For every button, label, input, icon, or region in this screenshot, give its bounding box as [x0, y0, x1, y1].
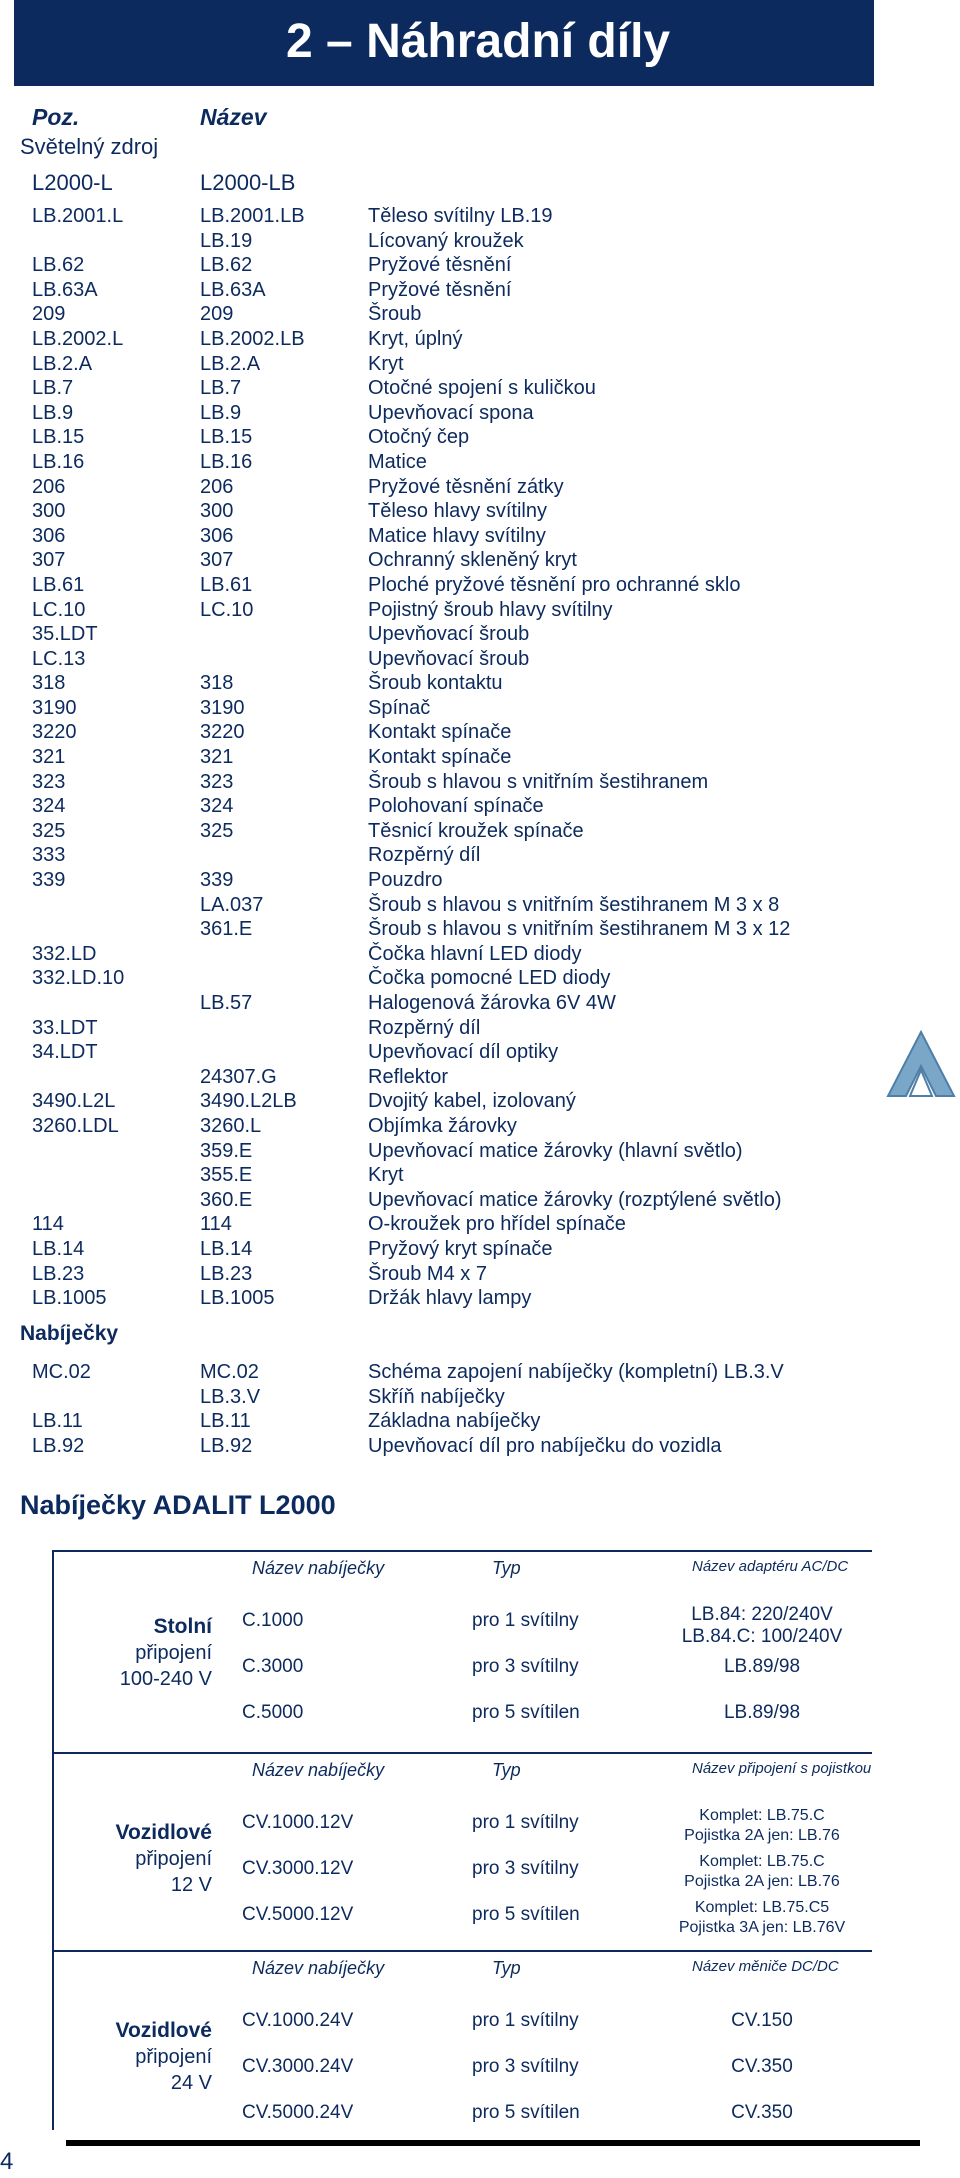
adapter-line: LB.89/98: [723, 1702, 801, 1723]
part-row: [0, 720, 960, 745]
charger-adapter: [662, 1898, 862, 1938]
part-position: LB.63A: [32, 278, 98, 301]
part-code: 323: [200, 770, 234, 793]
part-code: 360.E: [200, 1188, 253, 1211]
part-description: Rozpěrný díl: [368, 844, 481, 867]
part-row: [0, 1262, 960, 1287]
part-row: [0, 942, 960, 967]
part-code: LB.9: [200, 401, 242, 424]
part-row: [0, 1286, 960, 1311]
part-description: Pryžové těsnění: [368, 278, 512, 301]
part-position: 324: [32, 795, 66, 818]
group-type-label: Vozidlové: [115, 1821, 212, 1844]
part-description: Držák hlavy lampy: [368, 1287, 532, 1310]
part-description: Ochranný skleněný kryt: [368, 549, 577, 572]
col-header-name: Název nabíječky: [252, 1558, 385, 1578]
part-row: [0, 745, 960, 770]
part-position: 333: [32, 844, 66, 867]
part-position: LB.2.A: [32, 352, 93, 375]
charger-group: [52, 1550, 872, 1764]
part-code: LB.62: [200, 254, 253, 277]
adalit-heading: Nabíječky ADALIT L2000: [20, 1490, 336, 1520]
part-code: 325: [200, 819, 234, 842]
part-row: [0, 893, 960, 918]
part-row: [0, 917, 960, 942]
part-row: [0, 253, 960, 278]
part-description: Reflektor: [368, 1065, 449, 1088]
part-position: LB.2001.L: [32, 205, 124, 227]
part-position: 321: [32, 746, 66, 769]
column-head-poz: Poz.: [32, 104, 80, 130]
light-source-heading: Světelný zdroj: [20, 134, 159, 159]
part-position: 209: [32, 303, 66, 326]
part-code: 306: [200, 524, 234, 547]
part-code: MC.02: [200, 1361, 259, 1383]
part-row: [0, 991, 960, 1016]
part-code: 321: [200, 746, 234, 769]
part-row: [0, 1139, 960, 1164]
part-code: 361.E: [200, 918, 253, 941]
part-position: LB.11: [32, 1410, 83, 1433]
part-position: LB.2002.L: [32, 327, 124, 350]
part-position: 300: [32, 500, 66, 523]
part-position: LB.16: [32, 450, 85, 473]
footer-rule: [66, 2140, 920, 2146]
charger-type: pro 5 svítilen: [472, 2102, 580, 2123]
part-row: [0, 548, 960, 573]
part-row: [0, 819, 960, 844]
adapter-line: LB.84: 220/240V: [691, 1604, 833, 1625]
adapter-line: CV.350: [731, 2056, 793, 2077]
part-code: 318: [200, 672, 234, 695]
charger-type: pro 1 svítilny: [472, 2010, 579, 2031]
part-description: Upevňovací matice žárovky (hlavní světlo): [368, 1139, 743, 1162]
part-position: 332.LD: [32, 942, 97, 965]
part-row: [0, 843, 960, 868]
part-row: [0, 770, 960, 795]
part-position: 323: [32, 770, 66, 793]
part-description: Upevňovací díl pro nabíječku do vozidla: [368, 1434, 722, 1457]
part-description: Kontakt spínače: [368, 721, 512, 744]
part-description: Kryt, úplný: [368, 327, 463, 350]
group-connection-label: 24 V: [170, 2072, 212, 2094]
charger-row: [0, 1385, 960, 1410]
part-description: Polohovaní spínače: [368, 795, 544, 818]
part-description: Upevňovací šroub: [368, 623, 530, 646]
part-description: Matice hlavy svítilny: [368, 524, 546, 547]
part-description: Pojistný šroub hlavy svítilny: [368, 598, 613, 621]
part-code: LB.11: [200, 1410, 251, 1433]
part-code: LB.1005: [200, 1287, 275, 1310]
part-row: [0, 1163, 960, 1188]
part-position: 306: [32, 524, 66, 547]
part-code: LB.14: [200, 1237, 253, 1260]
part-description: Těleso svítilny LB.19: [368, 205, 553, 227]
group-connection-label: připojení: [135, 2046, 212, 2068]
col-header-adapter: Název adaptéru AC/DC: [692, 1558, 849, 1575]
part-description: Upevňovací díl optiky: [368, 1041, 559, 1064]
part-position: 339: [32, 869, 66, 892]
charger-row: [0, 1434, 960, 1459]
part-code: 114: [200, 1213, 232, 1236]
part-code: LB.92: [200, 1434, 253, 1457]
part-code: 339: [200, 869, 234, 892]
part-description: Upevňovací spona: [368, 401, 534, 424]
model-l-heading: L2000-L: [32, 170, 113, 195]
part-code: LB.2001.LB: [200, 205, 305, 227]
part-code: LB.15: [200, 426, 253, 449]
part-code: 3260.L: [200, 1114, 262, 1137]
part-description: Kryt: [368, 352, 404, 375]
part-code: 3490.L2LB: [200, 1090, 297, 1113]
part-row: [0, 376, 960, 401]
charger-group: [52, 1950, 872, 2130]
part-row: [0, 868, 960, 893]
part-code: 300: [200, 500, 234, 523]
part-position: 35.LDT: [32, 623, 98, 646]
col-header-type: Typ: [492, 1558, 521, 1578]
part-code: 359.E: [200, 1139, 253, 1162]
part-position: 33.LDT: [32, 1016, 98, 1039]
part-position: 206: [32, 475, 66, 498]
part-row: [0, 204, 960, 229]
part-code: 307: [200, 549, 234, 572]
group-side-label: [72, 1820, 212, 1898]
part-description: Šroub s hlavou s vnitřním šestihranem: [368, 770, 709, 793]
model-lb-heading: L2000-LB: [200, 170, 296, 195]
part-position: LB.62: [32, 254, 85, 277]
charger-type: pro 5 svítilen: [472, 1702, 580, 1723]
charger-adapter: [662, 1852, 862, 1892]
part-code: LB.16: [200, 450, 253, 473]
part-code: 3220: [200, 721, 245, 744]
part-position: LB.61: [32, 573, 85, 596]
group-border: [52, 1552, 54, 1764]
part-code: 209: [200, 303, 234, 326]
adapter-line: Pojistka 3A jen: LB.76V: [678, 1919, 846, 1936]
part-code: 324: [200, 795, 234, 818]
charger-type: pro 3 svítilny: [472, 1656, 579, 1677]
adapter-line: CV.350: [731, 2102, 793, 2123]
part-description: Otočný čep: [368, 426, 470, 449]
charger-row: [0, 1360, 960, 1385]
part-row: [0, 450, 960, 475]
charger-name: C.5000: [242, 1702, 304, 1723]
group-type-label: Stolní: [153, 1615, 212, 1638]
part-row: [0, 622, 960, 647]
part-code: LB.3.V: [200, 1385, 261, 1408]
col-header-type: Typ: [492, 1958, 521, 1978]
part-description: Matice: [368, 450, 427, 473]
part-description: Ploché pryžové těsnění pro ochranné sklo: [368, 573, 741, 596]
col-header-name: Název nabíječky: [252, 1760, 385, 1780]
charger-type: pro 3 svítilny: [472, 1858, 579, 1879]
part-code: LB.61: [200, 573, 253, 596]
charger-type: pro 1 svítilny: [472, 1812, 579, 1833]
part-position: MC.02: [32, 1361, 91, 1383]
part-position: LB.1005: [32, 1287, 107, 1310]
col-header-type: Typ: [492, 1760, 521, 1780]
part-row: [0, 475, 960, 500]
part-description: Spínač: [368, 696, 431, 719]
part-position: 114: [32, 1213, 64, 1236]
part-code: LB.2.A: [200, 352, 261, 375]
adapter-line: Komplet: LB.75.C: [699, 1807, 825, 1824]
part-position: 34.LDT: [32, 1041, 98, 1064]
part-description: Schéma zapojení nabíječky (kompletní) LB.3.V: [368, 1361, 784, 1383]
charger-name: CV.5000.24V: [242, 2102, 354, 2123]
charger-name: C.1000: [242, 1610, 304, 1631]
part-position: LB.7: [32, 377, 74, 400]
charger-adapter: [662, 1604, 862, 1648]
charger-adapter: [662, 1702, 862, 1724]
group-connection-label: připojení: [135, 1642, 212, 1664]
part-code: 206: [200, 475, 234, 498]
charger-name: CV.3000.12V: [242, 1858, 354, 1879]
charger-adapter: [662, 2102, 862, 2124]
part-description: Dvojitý kabel, izolovaný: [368, 1090, 576, 1113]
part-description: Šroub s hlavou s vnitřním šestihranem M 3 x 8: [368, 893, 780, 916]
col-header-adapter: Název připojení s pojistkou: [692, 1760, 872, 1777]
part-description: Šroub M4 x 7: [368, 1262, 487, 1285]
part-description: Šroub kontaktu: [368, 672, 503, 695]
part-row: [0, 1212, 960, 1237]
column-head-nazev: Název: [200, 104, 267, 130]
part-description: Rozpěrný díl: [368, 1016, 481, 1039]
adapter-line: Pojistka 2A jen: LB.76: [684, 1873, 840, 1890]
part-description: Lícovaný kroužek: [368, 229, 524, 252]
part-position: 3220: [32, 721, 77, 744]
part-row: [0, 1237, 960, 1262]
group-connection-label: připojení: [135, 1848, 212, 1870]
charger-adapter: [662, 2056, 862, 2078]
group-connection-label: 100-240 V: [119, 1668, 212, 1690]
adapter-line: CV.150: [731, 2010, 793, 2031]
part-description: Čočka pomocné LED diody: [368, 967, 611, 990]
part-code: LB.57: [200, 992, 253, 1014]
part-row: [0, 1040, 960, 1065]
charger-group: [52, 1752, 872, 1966]
part-position: 307: [32, 549, 66, 572]
part-position: 3490.L2L: [32, 1090, 116, 1113]
group-side-label: [72, 2018, 212, 2096]
part-code: LB.19: [200, 229, 253, 252]
part-code: LB.2002.LB: [200, 327, 305, 350]
adapter-line: LB.89/98: [723, 1656, 801, 1677]
parts-list: [0, 204, 960, 1311]
part-row: [0, 352, 960, 377]
part-position: 332.LD.10: [32, 967, 125, 990]
charger-adapter: [662, 2010, 862, 2032]
part-row: [0, 524, 960, 549]
part-row: [0, 302, 960, 327]
part-position: LB.15: [32, 426, 85, 449]
adalit-logo-icon: [886, 1030, 956, 1102]
charger-name: CV.1000.12V: [242, 1812, 354, 1833]
part-code: LB.23: [200, 1262, 253, 1285]
part-description: Šroub: [368, 303, 422, 326]
part-row: [0, 573, 960, 598]
charger-name: CV.5000.12V: [242, 1904, 354, 1925]
page-title: 2 – Náhradní díly: [286, 15, 671, 68]
charger-adapter: [662, 1656, 862, 1678]
part-row: [0, 1065, 960, 1090]
adapter-line: LB.84.C: 100/240V: [681, 1626, 843, 1647]
adapter-line: Komplet: LB.75.C5: [694, 1899, 830, 1916]
part-position: LB.23: [32, 1262, 85, 1285]
part-row: [0, 499, 960, 524]
page-number: 4: [0, 2148, 14, 2175]
part-description: Upevňovací šroub: [368, 647, 530, 670]
part-description: Čočka hlavní LED diody: [368, 942, 582, 965]
charger-row: [0, 1409, 960, 1434]
part-code: LB.7: [200, 377, 242, 400]
part-code: 3190: [200, 696, 245, 719]
group-side-label: [72, 1614, 212, 1692]
col-header-name: Název nabíječky: [252, 1958, 385, 1978]
part-row: [0, 401, 960, 426]
part-description: Halogenová žárovka 6V 4W: [368, 992, 616, 1014]
part-row: [0, 278, 960, 303]
part-description: Skříň nabíječky: [368, 1385, 505, 1408]
charger-name: CV.1000.24V: [242, 2010, 354, 2031]
part-description: O-kroužek pro hřídel spínače: [368, 1213, 626, 1236]
part-position: 325: [32, 819, 66, 842]
part-description: Pryžové těsnění zátky: [368, 475, 564, 498]
part-code: 24307.G: [200, 1065, 277, 1088]
part-row: [0, 966, 960, 991]
part-position: LB.92: [32, 1434, 85, 1457]
part-row: [0, 1114, 960, 1139]
part-row: [0, 696, 960, 721]
part-position: 318: [32, 672, 66, 695]
part-position: 3190: [32, 696, 77, 719]
part-description: Kryt: [368, 1164, 404, 1187]
part-description: Pryžový kryt spínače: [368, 1237, 553, 1260]
part-row: [0, 229, 960, 254]
charger-name: CV.3000.24V: [242, 2056, 354, 2077]
part-position: LB.14: [32, 1237, 85, 1260]
part-description: Těsnicí kroužek spínače: [368, 819, 584, 842]
part-description: Šroub s hlavou s vnitřním šestihranem M 3 x 12: [368, 918, 791, 941]
part-code: LB.63A: [200, 278, 266, 301]
charger-type: pro 1 svítilny: [472, 1610, 579, 1631]
group-border: [52, 1952, 54, 2130]
part-description: Kontakt spínače: [368, 746, 512, 769]
part-position: LC.10: [32, 598, 86, 621]
group-border: [52, 1754, 54, 1966]
part-code: LA.037: [200, 893, 264, 916]
charger-name: C.3000: [242, 1656, 304, 1677]
part-description: Základna nabíječky: [368, 1410, 541, 1433]
part-row: [0, 425, 960, 450]
part-position: 3260.LDL: [32, 1114, 119, 1137]
group-connection-label: 12 V: [170, 1874, 212, 1896]
part-row: [0, 327, 960, 352]
part-row: [0, 794, 960, 819]
part-row: [0, 1016, 960, 1041]
charger-adapter: [662, 1806, 862, 1846]
part-position: LB.9: [32, 401, 74, 424]
part-row: [0, 647, 960, 672]
part-description: Těleso hlavy svítilny: [368, 500, 547, 523]
part-row: [0, 1188, 960, 1213]
part-row: [0, 671, 960, 696]
chargers-list: [0, 1360, 960, 1458]
part-code: 355.E: [200, 1164, 253, 1187]
header-bar: [14, 0, 874, 86]
adapter-line: Pojistka 2A jen: LB.76: [684, 1827, 840, 1844]
charger-type: pro 3 svítilny: [472, 2056, 579, 2077]
part-description: Otočné spojení s kuličkou: [368, 377, 596, 400]
part-description: Upevňovací matice žárovky (rozptýlené světlo): [368, 1188, 782, 1211]
part-code: LC.10: [200, 598, 254, 621]
part-position: LC.13: [32, 647, 86, 670]
part-description: Pouzdro: [368, 869, 443, 892]
chargers-heading: Nabíječky: [20, 1322, 119, 1345]
group-type-label: Vozidlové: [115, 2019, 212, 2042]
charger-type: pro 5 svítilen: [472, 1904, 580, 1925]
part-row: [0, 1089, 960, 1114]
col-header-adapter: Název měniče DC/DC: [692, 1958, 839, 1975]
part-row: [0, 598, 960, 623]
adapter-line: Komplet: LB.75.C: [699, 1853, 825, 1870]
part-description: Objímka žárovky: [368, 1114, 517, 1137]
part-description: Pryžové těsnění: [368, 254, 512, 277]
